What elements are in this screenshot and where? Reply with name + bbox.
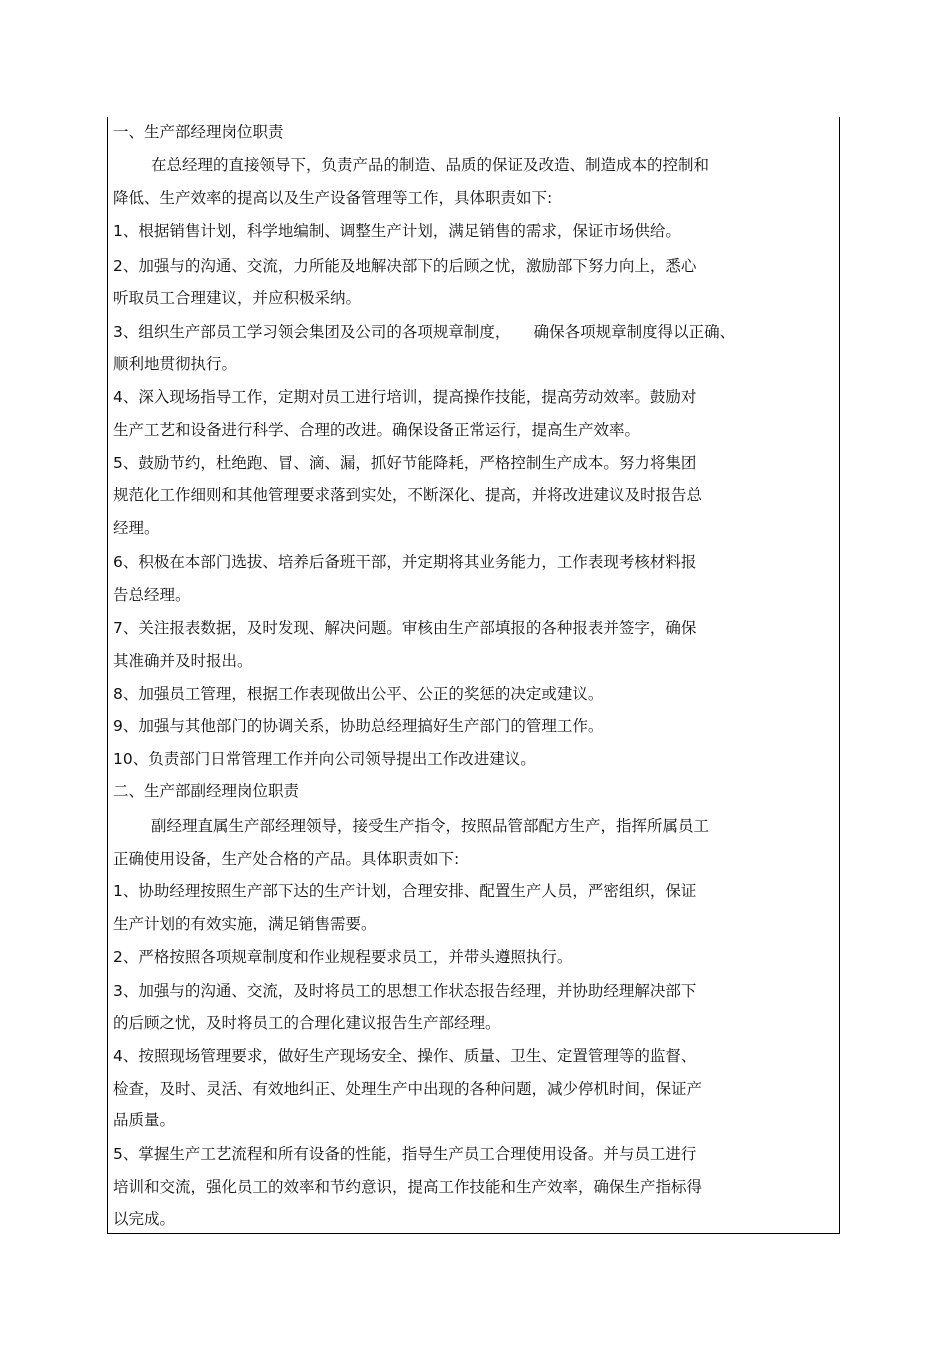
duty-item-line: 听取员工合理建议，并应积极采纳。 — [113, 289, 362, 307]
duty-item-line: 8、加强员工管理，根据工作表现做出公平、公正的奖惩的决定或建议。 — [113, 685, 604, 703]
duty-item-line: 1、协助经理按照生产部下达的生产计划，合理安排、配置生产人员，严密组织，保证 — [113, 882, 697, 900]
duty-item-line: 规范化工作细则和其他管理要求落到实处，不断深化、提高，并将改进建议及时报告总 — [113, 486, 703, 504]
duty-item-line: 2、严格按照各项规章制度和作业规程要求员工，并带头遵照执行。 — [113, 948, 573, 966]
duty-item-line: 经理。 — [113, 519, 160, 537]
section-heading-manager: 一、生产部经理岗位职责 — [113, 123, 284, 141]
duty-item-line: 9、加强与其他部门的协调关系，协助总经理搞好生产部门的管理工作。 — [113, 717, 604, 735]
duty-item-line: 2、加强与的沟通、交流，力所能及地解决部下的后顾之忧，激励部下努力向上，悉心 — [113, 257, 697, 275]
duty-item-line: 1、根据销售计划，科学地编制、调整生产计划，满足销售的需求，保证市场供给。 — [113, 222, 681, 240]
duty-item-line: 品质量。 — [113, 1111, 176, 1129]
duty-item-line: 检查，及时、灵活、有效地纠正、处理生产中出现的各种问题，减少停机时间，保证产 — [113, 1080, 703, 1098]
duty-item-line: 生产计划的有效实施，满足销售需要。 — [113, 915, 377, 933]
duty-item-line: 4、按照现场管理要求，做好生产现场安全、操作、质量、卫生、定置管理等的监督、 — [113, 1047, 697, 1065]
duty-item-line: 告总经理。 — [113, 586, 191, 604]
intro-paragraph-line: 降低、生产效率的提高以及生产设备管理等工作，具体职责如下: — [113, 189, 553, 207]
duty-item-line: 10、负责部门日常管理工作并向公司领导提出工作改进建议。 — [113, 750, 536, 768]
duty-item-line: 3、加强与的沟通、交流，及时将员工的思想工作状态报告经理，并协助经理解决部下 — [113, 982, 697, 1000]
duty-item-line: 5、鼓励节约，杜绝跑、冒、滴、漏，抓好节能降耗，严格控制生产成本。努力将集团 — [113, 454, 697, 472]
duty-item-line: 培训和交流，强化员工的效率和节约意识，提高工作技能和生产效率，确保生产指标得 — [113, 1178, 703, 1196]
section-heading-deputy-manager: 二、生产部副经理岗位职责 — [113, 782, 300, 800]
intro-paragraph-line: 副经理直属生产部经理领导，接受生产指令，按照品管部配方生产，指挥所属员工 — [151, 817, 710, 835]
duty-item-line: 7、关注报表数据，及时发现、解决问题。审核由生产部填报的各种报表并签字，确保 — [113, 619, 697, 637]
duty-item-line: 5、掌握生产工艺流程和所有设备的性能，指导生产员工合理使用设备。并与员工进行 — [113, 1145, 697, 1163]
intro-paragraph-line: 正确使用设备，生产处合格的产品。具体职责如下: — [113, 850, 460, 868]
duty-item-line: 生产工艺和设备进行科学、合理的改进。确保设备正常运行，提高生产效率。 — [113, 421, 641, 439]
duty-item-line: 顺利地贯彻执行。 — [113, 355, 238, 373]
duty-item-line: 3、组织生产部员工学习领会集团及公司的各项规章制度， 确保各项规章制度得以正确、 — [113, 323, 736, 341]
duty-item-line: 6、积极在本部门选拔、培养后备班干部，并定期将其业务能力，工作表现考核材料报 — [113, 553, 697, 571]
duty-item-line: 4、深入现场指导工作，定期对员工进行培训，提高操作技能，提高劳动效率。鼓励对 — [113, 388, 697, 406]
duty-item-line: 以完成。 — [113, 1210, 176, 1228]
intro-paragraph-line: 在总经理的直接领导下，负责产品的制造、品质的保证及改造、制造成本的控制和 — [151, 156, 710, 174]
duty-item-line: 的后顾之忧，及时将员工的合理化建议报告生产部经理。 — [113, 1014, 501, 1032]
duty-item-line: 其准确并及时报出。 — [113, 652, 253, 670]
